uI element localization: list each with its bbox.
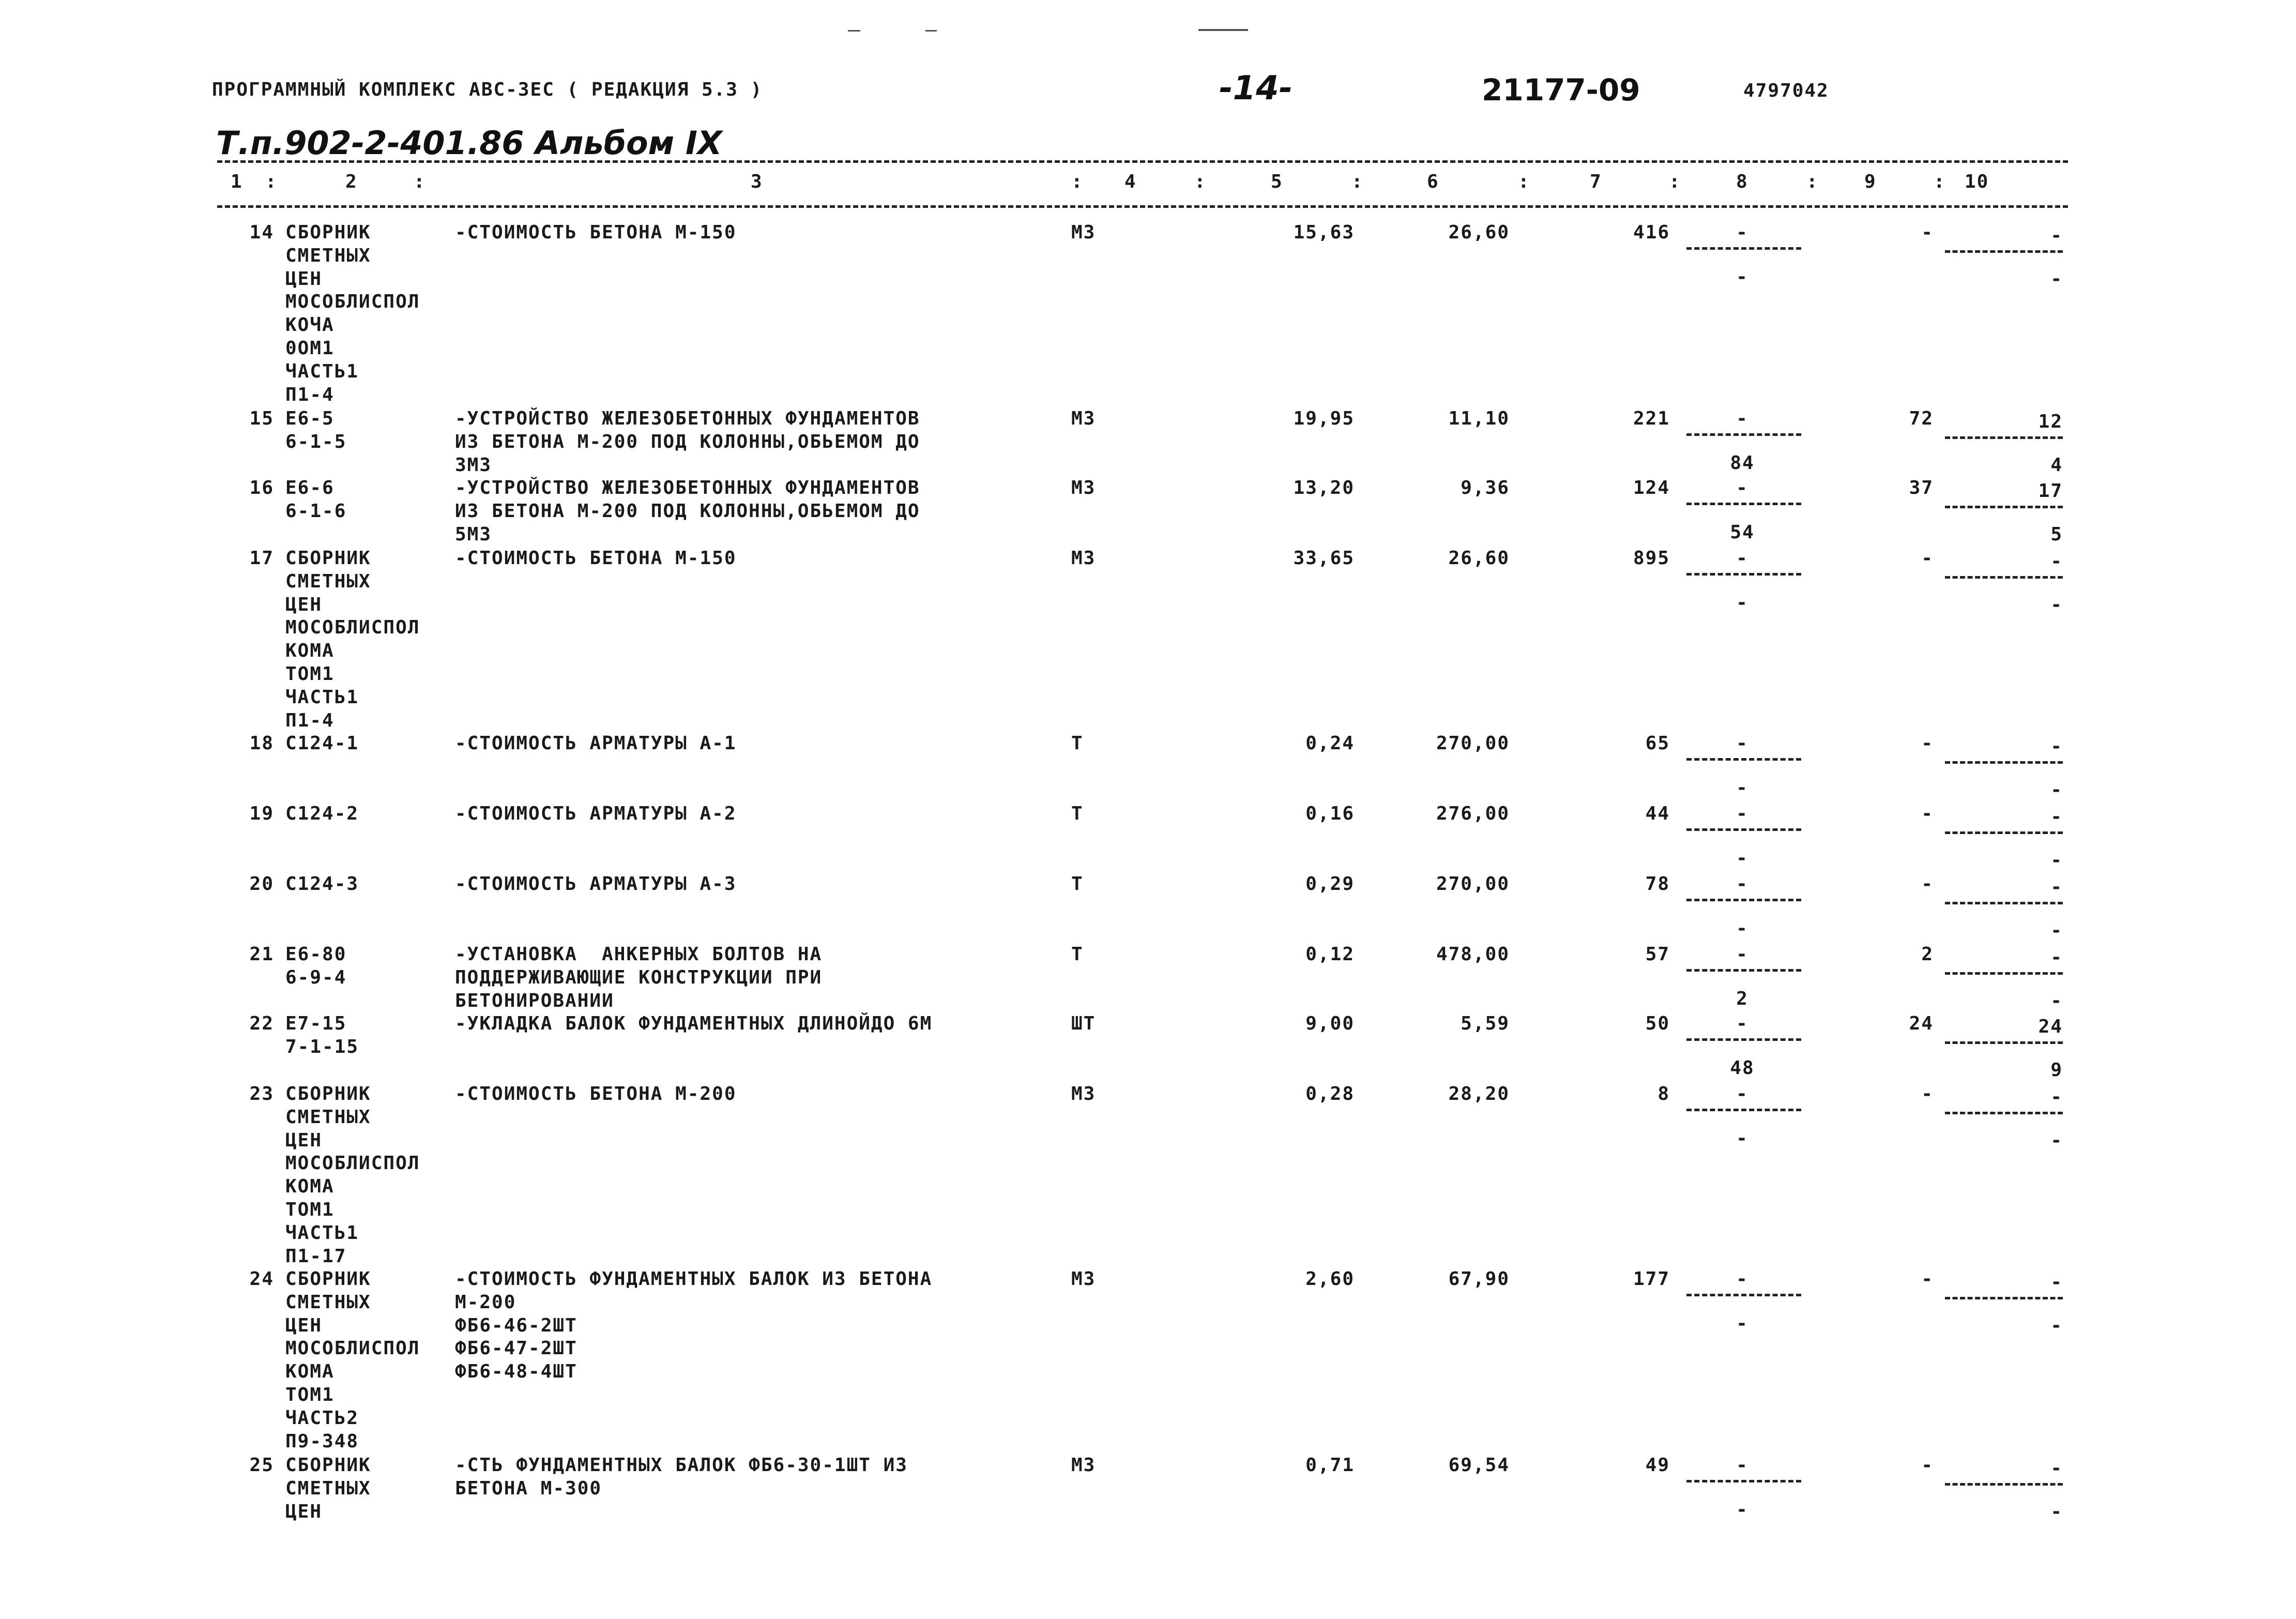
column-separator: : [1669, 171, 1681, 192]
row-quantity: 0,71 [1305, 1455, 1355, 1476]
row-col8-divider [1686, 1480, 1801, 1482]
row-col10-bottom: 5 [2050, 523, 2063, 545]
column-header-5: 5 [1271, 171, 1283, 192]
row-total: 221 [1633, 408, 1670, 429]
row-unit: М3 [1071, 408, 1096, 429]
row-col8-bottom: 48 [1730, 1057, 1755, 1079]
row-total: 44 [1645, 803, 1670, 824]
row-col8-bottom: 2 [1736, 988, 1748, 1009]
row-col10-divider [1945, 506, 2063, 508]
row-number: 21 [249, 944, 274, 965]
row-col10-bottom: - [2050, 919, 2063, 941]
row-quantity: 0,12 [1305, 944, 1355, 965]
row-description: -СТОИМОСТЬ АРМАТУРЫ А-2 [455, 803, 737, 824]
row-col9: 72 [1909, 408, 1934, 429]
column-header-2: 2 [345, 171, 358, 192]
row-unit-price: 28,20 [1448, 1083, 1510, 1104]
row-col8-divider [1686, 503, 1801, 505]
row-col9: 37 [1909, 477, 1934, 498]
column-header-3: 3 [751, 171, 763, 192]
row-col10-divider [1945, 902, 2063, 904]
row-unit-price: 9,36 [1461, 477, 1510, 498]
row-description: -СТОИМОСТЬ БЕТОНА М-150 [455, 222, 737, 243]
column-header-9: 9 [1864, 171, 1877, 192]
row-col8-bottom: - [1736, 917, 1748, 939]
row-col8-top: - [1736, 1268, 1748, 1290]
column-separator: : [265, 171, 278, 192]
row-col8-divider [1686, 247, 1801, 250]
row-col8-top: - [1736, 944, 1748, 965]
row-number: 20 [249, 873, 274, 895]
row-col10-top: - [2050, 876, 2063, 898]
row-code: Е6-5 6-1-5 [285, 408, 347, 452]
row-col10-divider [1945, 1112, 2063, 1114]
column-header-1: 1 [231, 171, 243, 192]
scan-mark [925, 30, 937, 32]
document-code: 21177-09 [1482, 72, 1640, 108]
row-col8-top: - [1736, 733, 1748, 754]
row-quantity: 19,95 [1293, 408, 1355, 429]
row-col10-top: 24 [2038, 1016, 2063, 1037]
row-unit-price: 67,90 [1448, 1268, 1510, 1290]
row-col8-bottom: - [1736, 1499, 1748, 1520]
scan-mark [1198, 29, 1248, 31]
row-description: -УКЛАДКА БАЛОК ФУНДАМЕНТНЫХ ДЛИНОЙДО 6М [455, 1013, 933, 1034]
row-description: -УСТРОЙСТВО ЖЕЛЕЗОБЕТОННЫХ ФУНДАМЕНТОВ ИЗ БЕТОНА М-200 ПОД КОЛОННЫ,ОБЬЕМОМ ДО 5М3 [455, 477, 920, 545]
row-code: Е7-15 7-1-15 [285, 1013, 359, 1057]
row-quantity: 2,60 [1305, 1268, 1355, 1290]
row-unit: М3 [1071, 477, 1096, 498]
row-col10-bottom: 9 [2050, 1059, 2063, 1081]
row-col8-divider [1686, 1109, 1801, 1111]
row-col9: - [1921, 1083, 1934, 1104]
row-col10-divider [1945, 761, 2063, 764]
program-title: ПРОГРАММНЫЙ КОМПЛЕКС АВС-3ЕС ( РЕДАКЦИЯ 5.3 ) [212, 79, 763, 100]
row-col9: 2 [1921, 944, 1934, 965]
row-quantity: 33,65 [1293, 548, 1355, 569]
row-col10-top: - [2050, 1272, 2063, 1293]
row-code: СБОРНИК СМЕТНЫХ ЦЕН МОСОБЛИСПОЛ КОМА ТОМ1 ЧАСТЬ1 П1-4 [285, 548, 420, 731]
row-col10-bottom: - [2050, 990, 2063, 1011]
row-col8-divider [1686, 758, 1801, 761]
row-total: 177 [1633, 1268, 1670, 1290]
row-col10-divider [1945, 1041, 2063, 1044]
row-col10-bottom: - [2050, 849, 2063, 871]
row-col10-bottom: - [2050, 779, 2063, 800]
row-code: СБОРНИК СМЕТНЫХ ЦЕН МОСОБЛИСПОЛ КОЧА 0ОМ1 ЧАСТЬ1 П1-4 [285, 222, 420, 405]
row-code: СБОРНИК СМЕТНЫХ ЦЕН [285, 1455, 371, 1522]
row-code: СБОРНИК СМЕТНЫХ ЦЕН МОСОБЛИСПОЛ КОМА ТОМ1 ЧАСТЬ1 П1-17 [285, 1083, 420, 1267]
row-col8-top: - [1736, 1455, 1748, 1476]
row-col10-divider [1945, 250, 2063, 253]
row-total: 78 [1645, 873, 1670, 895]
row-quantity: 0,29 [1305, 873, 1355, 895]
row-col10-top: - [2050, 947, 2063, 968]
row-col8-divider [1686, 1294, 1801, 1296]
row-total: 895 [1633, 548, 1670, 569]
row-col8-bottom: - [1736, 1312, 1748, 1334]
row-number: 17 [249, 548, 274, 569]
row-col8-bottom: - [1736, 592, 1748, 613]
row-code: С124-3 [285, 873, 359, 895]
row-col10-top: - [2050, 225, 2063, 246]
row-number: 14 [249, 222, 274, 243]
row-col8-top: - [1736, 873, 1748, 895]
row-col10-bottom: - [2050, 594, 2063, 615]
column-header-7: 7 [1590, 171, 1602, 192]
row-number: 23 [249, 1083, 274, 1104]
row-unit: М3 [1071, 222, 1096, 243]
row-col9: - [1921, 733, 1934, 754]
row-col8-bottom: - [1736, 777, 1748, 798]
row-unit-price: 26,60 [1448, 548, 1510, 569]
row-unit: М3 [1071, 548, 1096, 569]
row-col9: - [1921, 222, 1934, 243]
column-separator: : [1071, 171, 1084, 192]
row-unit: М3 [1071, 1268, 1096, 1290]
row-col10-bottom: - [2050, 1129, 2063, 1151]
row-col8-bottom: 84 [1730, 452, 1755, 474]
column-separator: : [1351, 171, 1364, 192]
row-col10-divider [1945, 1297, 2063, 1299]
row-col8-top: - [1736, 1013, 1748, 1034]
row-unit: Т [1071, 944, 1084, 965]
row-quantity: 0,28 [1305, 1083, 1355, 1104]
row-col10-divider [1945, 576, 2063, 579]
row-col8-divider [1686, 1038, 1801, 1041]
row-description: -СТЬ ФУНДАМЕНТНЫХ БАЛОК ФБ6-30-1ШТ ИЗ БЕТОНА М-300 [455, 1455, 908, 1499]
row-col9: - [1921, 548, 1934, 569]
row-quantity: 15,63 [1293, 222, 1355, 243]
page-number: -14- [1219, 69, 1293, 108]
row-description: -СТОИМОСТЬ АРМАТУРЫ А-1 [455, 733, 737, 754]
row-unit-price: 276,00 [1436, 803, 1510, 824]
row-description: -СТОИМОСТЬ ФУНДАМЕНТНЫХ БАЛОК ИЗ БЕТОНА М-200 ФБ6-46-2ШТ ФБ6-47-2ШТ ФБ6-48-4ШТ [455, 1268, 933, 1383]
row-col8-divider [1686, 899, 1801, 901]
row-col10-bottom: - [2050, 268, 2063, 290]
row-quantity: 13,20 [1293, 477, 1355, 498]
row-col10-top: - [2050, 1086, 2063, 1108]
row-description: -СТОИМОСТЬ БЕТОНА М-150 [455, 548, 737, 569]
row-col8-top: - [1736, 548, 1748, 569]
row-col10-top: - [2050, 806, 2063, 827]
column-separator: : [414, 171, 426, 192]
row-code: С124-1 [285, 733, 359, 754]
row-col8-divider [1686, 969, 1801, 972]
row-number: 24 [249, 1268, 274, 1290]
row-quantity: 9,00 [1305, 1013, 1355, 1034]
row-code: СБОРНИК СМЕТНЫХ ЦЕН МОСОБЛИСПОЛ КОМА ТОМ1 ЧАСТЬ2 П9-348 [285, 1268, 420, 1452]
row-total: 65 [1645, 733, 1670, 754]
row-col8-divider [1686, 573, 1801, 576]
row-unit: Т [1071, 873, 1084, 895]
row-unit-price: 69,54 [1448, 1455, 1510, 1476]
row-col10-top: 12 [2038, 411, 2063, 432]
row-col9: - [1921, 1268, 1934, 1290]
row-col8-top: - [1736, 1083, 1748, 1104]
row-unit-price: 11,10 [1448, 408, 1510, 429]
row-description: -СТОИМОСТЬ БЕТОНА М-200 [455, 1083, 737, 1104]
row-description: -УСТАНОВКА АНКЕРНЫХ БОЛТОВ НА ПОДДЕРЖИВАЮЩИЕ КОНСТРУКЦИИ ПРИ БЕТОНИРОВАНИИ [455, 944, 823, 1011]
row-col8-bottom: 54 [1730, 521, 1755, 543]
row-unit: ШТ [1071, 1013, 1096, 1034]
row-description: -СТОИМОСТЬ АРМАТУРЫ А-3 [455, 873, 737, 895]
row-col10-bottom: - [2050, 1501, 2063, 1522]
row-col10-top: 17 [2038, 480, 2063, 502]
row-unit-price: 5,59 [1461, 1013, 1510, 1034]
row-col8-bottom: - [1736, 847, 1748, 869]
row-col10-top: - [2050, 736, 2063, 757]
column-header-6: 6 [1427, 171, 1439, 192]
row-col8-bottom: - [1736, 266, 1748, 288]
row-code: Е6-6 6-1-6 [285, 477, 347, 522]
header-rule-top [217, 160, 2068, 163]
row-total: 50 [1645, 1013, 1670, 1034]
row-col8-divider [1686, 828, 1801, 831]
row-total: 124 [1633, 477, 1670, 498]
row-code: Е6-80 6-9-4 [285, 944, 347, 988]
row-unit-price: 270,00 [1436, 733, 1510, 754]
row-col9: 24 [1909, 1013, 1934, 1034]
column-separator: : [1934, 171, 1946, 192]
column-separator: : [1194, 171, 1207, 192]
row-col9: - [1921, 803, 1934, 824]
row-col8-top: - [1736, 222, 1748, 243]
row-total: 8 [1658, 1083, 1670, 1104]
row-number: 19 [249, 803, 274, 824]
row-col10-bottom: 4 [2050, 454, 2063, 476]
row-col10-bottom: - [2050, 1314, 2063, 1336]
row-quantity: 0,16 [1305, 803, 1355, 824]
row-col10-divider [1945, 436, 2063, 439]
row-unit: М3 [1071, 1455, 1096, 1476]
row-number: 15 [249, 408, 274, 429]
column-separator: : [1518, 171, 1530, 192]
row-col10-divider [1945, 831, 2063, 834]
row-col10-divider [1945, 1483, 2063, 1486]
row-number: 18 [249, 733, 274, 754]
row-col8-top: - [1736, 477, 1748, 498]
column-header-10: 10 [1965, 171, 1989, 192]
row-col8-bottom: - [1736, 1127, 1748, 1149]
row-number: 22 [249, 1013, 274, 1034]
row-number: 16 [249, 477, 274, 498]
row-col10-top: - [2050, 551, 2063, 572]
row-col10-divider [1945, 972, 2063, 975]
row-unit: Т [1071, 803, 1084, 824]
column-header-4: 4 [1124, 171, 1137, 192]
row-unit-price: 478,00 [1436, 944, 1510, 965]
row-number: 25 [249, 1455, 274, 1476]
album-note: Т.п.902-2-401.86 Альбом IX [216, 124, 722, 162]
document-number: 4797042 [1743, 80, 1829, 101]
row-col8-top: - [1736, 408, 1748, 429]
row-unit-price: 270,00 [1436, 873, 1510, 895]
row-code: С124-2 [285, 803, 359, 824]
column-separator: : [1806, 171, 1819, 192]
row-unit-price: 26,60 [1448, 222, 1510, 243]
header-rule-bottom [217, 205, 2068, 208]
row-col9: - [1921, 873, 1934, 895]
row-total: 416 [1633, 222, 1670, 243]
row-description: -УСТРОЙСТВО ЖЕЛЕЗОБЕТОННЫХ ФУНДАМЕНТОВ ИЗ БЕТОНА М-200 ПОД КОЛОННЫ,ОБЬЕМОМ ДО 3М3 [455, 408, 920, 476]
row-total: 57 [1645, 944, 1670, 965]
row-col8-top: - [1736, 803, 1748, 824]
row-unit: Т [1071, 733, 1084, 754]
row-col10-top: - [2050, 1458, 2063, 1479]
column-header-8: 8 [1736, 171, 1748, 192]
row-unit: М3 [1071, 1083, 1096, 1104]
row-total: 49 [1645, 1455, 1670, 1476]
scan-mark [848, 30, 860, 32]
row-col9: - [1921, 1455, 1934, 1476]
row-col8-divider [1686, 433, 1801, 436]
row-quantity: 0,24 [1305, 733, 1355, 754]
